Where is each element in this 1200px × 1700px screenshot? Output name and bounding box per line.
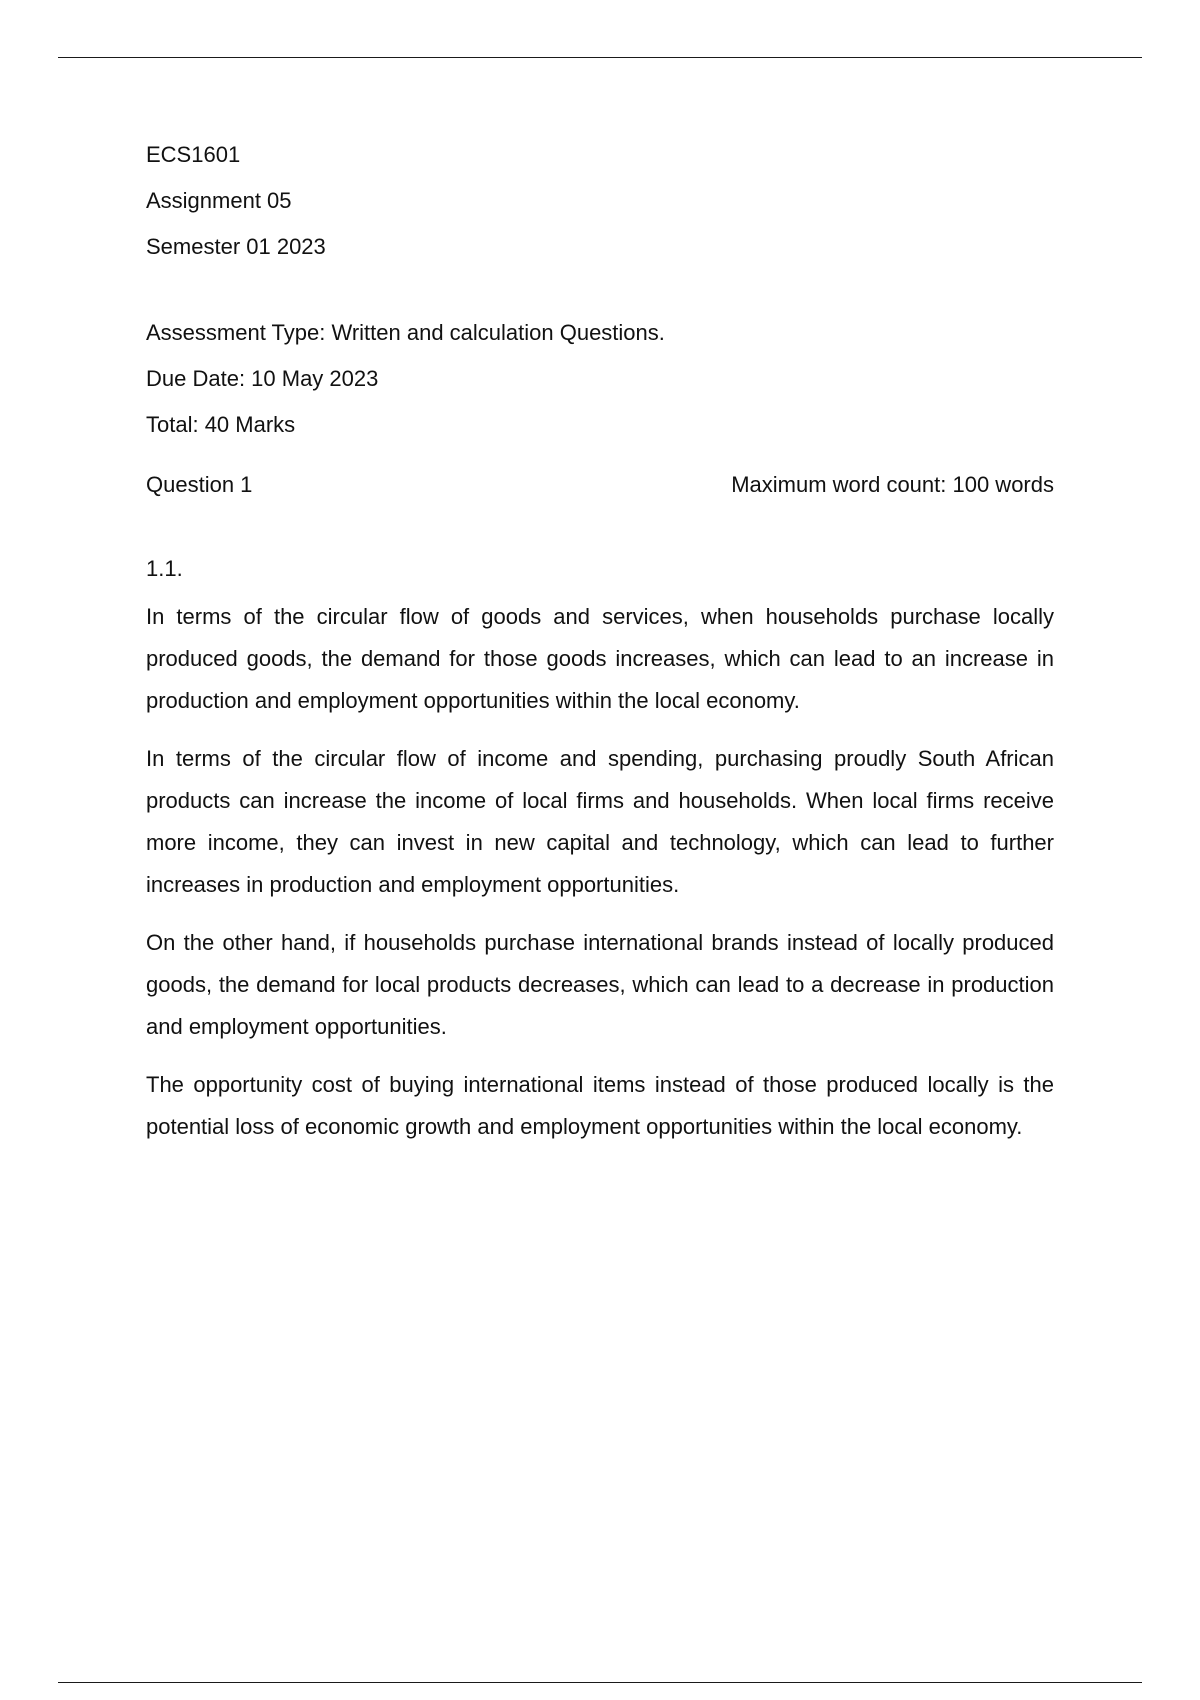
- answer-paragraph-4: The opportunity cost of buying international items instead of those produced locally is the potential loss of economic growth and employment opportunities within the local economy.: [146, 1072, 1054, 1139]
- question-title: Question 1: [146, 472, 253, 497]
- due-date: Due Date: 10 May 2023: [146, 366, 379, 391]
- assessment-type: Assessment Type: Written and calculation Questions.: [146, 320, 665, 345]
- answer-paragraph-1: In terms of the circular flow of goods and services, when households purchase locally produced goods, the demand for those goods increases, which can lead to an increase in production and employment opportunities within the local economy.: [146, 604, 1054, 713]
- answer-paragraph-2: In terms of the circular flow of income and spending, purchasing proudly South African products can increase the income of local firms and households. When local firms receive more income, they can invest in new capital and technology, which can lead to further increases in production and employment opportunities.: [146, 746, 1054, 897]
- question-header: [146, 472, 1054, 498]
- total-marks: Total: 40 Marks: [146, 412, 296, 437]
- course-code: ECS1601: [146, 142, 241, 167]
- assignment-label: Assignment 05: [146, 188, 292, 213]
- word-count-limit: Maximum word count: 100 words: [731, 472, 1054, 497]
- document-body: [146, 142, 1054, 1164]
- answer-paragraph-3: On the other hand, if households purchase international brands instead of locally produced goods, the demand for local products decreases, which can lead to a decrease in production and employment opportunities.: [146, 930, 1054, 1039]
- semester-label: Semester 01 2023: [146, 234, 326, 259]
- sub-question-number: 1.1.: [146, 556, 183, 581]
- top-rule: [58, 57, 1142, 58]
- bottom-rule: [58, 1682, 1142, 1683]
